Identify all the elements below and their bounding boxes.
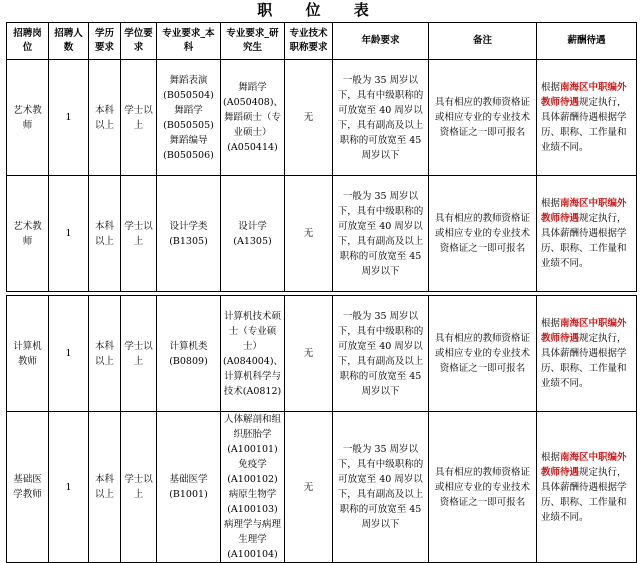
header-cell: 专业要求_本科 bbox=[157, 23, 221, 60]
salary-suffix: 规定执行，具体薪酬待遇根据学历、职称、工作量和业绩不同。 bbox=[541, 213, 627, 269]
header-cell: 学位要求 bbox=[121, 23, 157, 60]
major-ug-cell: 设计学类(B1305) bbox=[157, 176, 221, 292]
age-cell: 一般为 35 周岁以下，具有中级职称的可放宽至 40 周岁以下，具有副高及以上职称的可放宽至 45 周岁以下 bbox=[333, 60, 429, 176]
header-row bbox=[7, 23, 637, 60]
count-cell: 1 bbox=[49, 412, 89, 563]
salary-cell bbox=[537, 412, 637, 563]
salary-cell bbox=[537, 176, 637, 292]
position-cell: 基础医学教师 bbox=[7, 412, 49, 563]
job-table bbox=[6, 22, 637, 563]
header-cell: 招聘岗位 bbox=[7, 23, 49, 60]
education-cell: 本科以上 bbox=[89, 176, 121, 292]
title-req-cell: 无 bbox=[285, 60, 333, 176]
salary-cell bbox=[537, 60, 637, 176]
remark-cell: 具有相应的教师资格证或相应专业的专业技术资格证之一即可报名 bbox=[429, 176, 537, 292]
remark-cell: 具有相应的教师资格证或相应专业的专业技术资格证之一即可报名 bbox=[429, 60, 537, 176]
table-row bbox=[7, 296, 637, 412]
remark-cell: 具有相应的教师资格证或相应专业的专业技术资格证之一即可报名 bbox=[429, 412, 537, 563]
major-ug-cell: 计算机类(B0809) bbox=[157, 296, 221, 412]
position-cell: 计算机教师 bbox=[7, 296, 49, 412]
salary-suffix: 规定执行，具体薪酬待遇根据学历、职称、工作量和业绩不同。 bbox=[541, 97, 627, 153]
salary-prefix: 根据 bbox=[541, 451, 561, 463]
page-title: 职 位 表 bbox=[257, 1, 383, 19]
title-req-cell: 无 bbox=[285, 176, 333, 292]
table-row bbox=[7, 412, 637, 563]
degree-cell: 学士以上 bbox=[121, 176, 157, 292]
salary-highlight: 南海区中职编外教师待遇 bbox=[541, 82, 627, 108]
education-cell: 本科以上 bbox=[89, 412, 121, 563]
major-pg-cell: 人体解剖和组织胚胎学(A100101)免疫学(A100102)病原生物学(A100103)病理学与病理生理学(A100104) bbox=[221, 412, 285, 563]
salary-highlight: 南海区中职编外教师待遇 bbox=[541, 318, 627, 344]
header-cell: 专业要求_研究生 bbox=[221, 23, 285, 60]
salary-cell bbox=[537, 296, 637, 412]
table-row bbox=[7, 60, 637, 176]
position-cell: 艺术教师 bbox=[7, 60, 49, 176]
salary-prefix: 根据 bbox=[541, 82, 561, 93]
header-cell: 年龄要求 bbox=[333, 23, 429, 60]
salary-prefix: 根据 bbox=[541, 198, 561, 209]
count-cell: 1 bbox=[49, 296, 89, 412]
major-pg-cell: 舞蹈学(A050408)、舞蹈硕士（专业硕士）(A050414) bbox=[221, 60, 285, 176]
salary-suffix: 规定执行，具体薪酬待遇根据学历、职称、工作量和业绩不同。 bbox=[541, 466, 627, 523]
major-ug-cell: 基础医学(B1001) bbox=[157, 412, 221, 563]
count-cell: 1 bbox=[49, 60, 89, 176]
education-cell: 本科以上 bbox=[89, 60, 121, 176]
salary-prefix: 根据 bbox=[541, 318, 561, 329]
major-pg-cell: 设计学(A1305) bbox=[221, 176, 285, 292]
major-pg-cell: 计算机技术硕士（专业硕士）(A084004)、计算机科学与技术(A0812) bbox=[221, 296, 285, 412]
age-cell: 一般为 35 周岁以下，具有中级职称的可放宽至 40 周岁以下，具有副高及以上职称的可放宽至 45 周岁以下 bbox=[333, 412, 429, 563]
age-cell: 一般为 35 周岁以下，具有中级职称的可放宽至 40 周岁以下，具有副高及以上职称的可放宽至 45 周岁以下 bbox=[333, 176, 429, 292]
age-cell: 一般为 35 周岁以下，具有中级职称的可放宽至 40 周岁以下，具有副高及以上职称的可放宽至 45 周岁以下 bbox=[333, 296, 429, 412]
position-cell: 艺术教师 bbox=[7, 176, 49, 292]
title-req-cell: 无 bbox=[285, 296, 333, 412]
education-cell: 本科以上 bbox=[89, 296, 121, 412]
title-req-cell: 无 bbox=[285, 412, 333, 563]
salary-highlight: 南海区中职编外教师待遇 bbox=[541, 451, 627, 478]
header-cell: 招聘人数 bbox=[49, 23, 89, 60]
header-cell: 学历要求 bbox=[89, 23, 121, 60]
remark-cell: 具有相应的教师资格证或相应专业的专业技术资格证之一即可报名 bbox=[429, 296, 537, 412]
header-cell: 薪酬待遇 bbox=[537, 23, 637, 60]
degree-cell: 学士以上 bbox=[121, 296, 157, 412]
salary-suffix: 规定执行，具体薪酬待遇根据学历、职称、工作量和业绩不同。 bbox=[541, 333, 627, 389]
header-cell: 备注 bbox=[429, 23, 537, 60]
degree-cell: 学士以上 bbox=[121, 412, 157, 563]
degree-cell: 学士以上 bbox=[121, 60, 157, 176]
table-row bbox=[7, 176, 637, 292]
salary-highlight: 南海区中职编外教师待遇 bbox=[541, 198, 627, 224]
header-cell: 专业技术职称要求 bbox=[285, 23, 333, 60]
major-ug-cell: 舞蹈表演(B050504)舞蹈学(B050505)舞蹈编导(B050506) bbox=[157, 60, 221, 176]
count-cell: 1 bbox=[49, 176, 89, 292]
